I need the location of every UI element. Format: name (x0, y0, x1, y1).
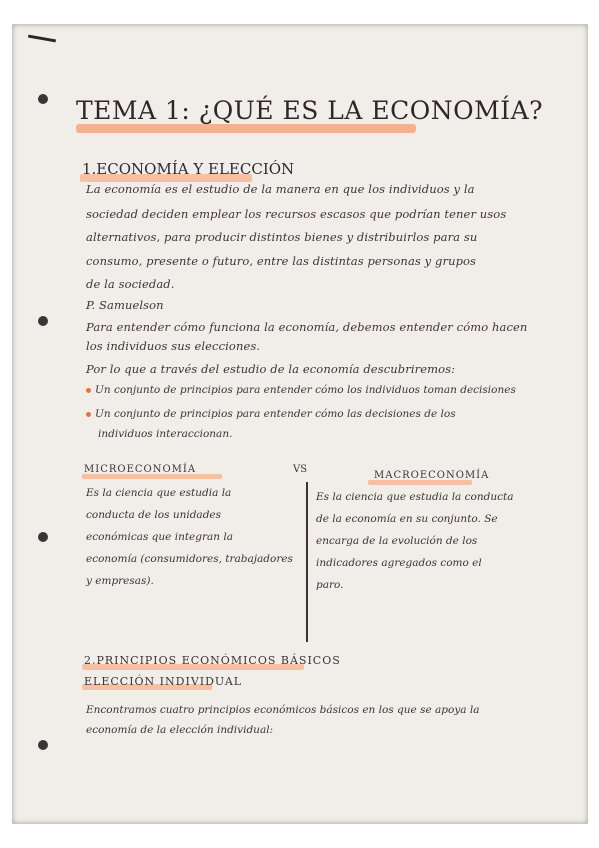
definition-line: consumo, presente o futuro, entre las distintas personas y grupos (86, 254, 477, 268)
definition-line: alternativos, para producir distintos bienes y distribuirlos para su (86, 230, 478, 244)
macro-line: encarga de la evolución de los (316, 535, 478, 547)
macro-heading: MACROECONOMÍA (374, 470, 490, 481)
micro-line: economía (consumidores, trabajadores (86, 553, 293, 565)
micro-line: conducta de los unidades (86, 509, 222, 521)
micro-line: y empresas). (86, 575, 154, 587)
punch-hole (38, 316, 48, 326)
definition-line: La economía es el estudio de la manera en que los individuos y la (86, 182, 475, 196)
micro-heading: MICROECONOMÍA (84, 464, 197, 475)
definition-line: sociedad deciden emplear los recursos escasos que podrían tener usos (86, 207, 507, 221)
versus-label: VS (293, 464, 308, 475)
section2-heading: 2.PRINCIPIOS ECONÓMICOS BÁSICOS (84, 654, 341, 667)
paragraph-line: Para entender cómo funciona la economía, debemos entender cómo hacen (86, 320, 528, 334)
bullet-dot (86, 412, 91, 417)
section2-subheading: ELECCIÓN INDIVIDUAL (84, 675, 243, 688)
page-title: TEMA 1: ¿QUÉ ES LA ECONOMÍA? (76, 96, 544, 125)
column-divider (306, 482, 308, 642)
punch-hole (38, 740, 48, 750)
notebook-page (12, 24, 588, 824)
macro-line: Es la ciencia que estudia la conducta (316, 491, 514, 503)
title-highlight (76, 124, 416, 133)
definition-line: de la sociedad. (86, 277, 175, 291)
bullet-item (86, 408, 456, 420)
section1-heading: 1.ECONOMÍA Y ELECCIÓN (82, 160, 295, 178)
bullet-continuation: individuos interaccionan. (98, 428, 233, 440)
paragraph-line: los individuos sus elecciones. (86, 339, 261, 353)
paragraph-line: economía de la elección individual: (86, 724, 274, 736)
punch-hole (38, 532, 48, 542)
micro-line: Es la ciencia que estudia la (86, 487, 232, 499)
bullet-item (86, 384, 516, 396)
punch-hole (38, 94, 48, 104)
micro-line: económicas que integran la (86, 531, 233, 543)
paragraph-line: Por lo que a través del estudio de la economía descubriremos: (86, 362, 456, 376)
bullet-dot (86, 388, 91, 393)
bullet-text: Un conjunto de principios para entender cómo los individuos toman decisiones (95, 384, 516, 396)
author-name: P. Samuelson (86, 298, 164, 312)
macro-line: de la economía en su conjunto. Se (316, 513, 498, 525)
pen-mark (28, 35, 56, 43)
macro-line: indicadores agregados como el (316, 557, 482, 569)
macro-line: paro. (316, 579, 344, 591)
paragraph-line: Encontramos cuatro principios económicos básicos en los que se apoya la (86, 704, 480, 716)
bullet-text: Un conjunto de principios para entender cómo las decisiones de los (95, 408, 456, 420)
